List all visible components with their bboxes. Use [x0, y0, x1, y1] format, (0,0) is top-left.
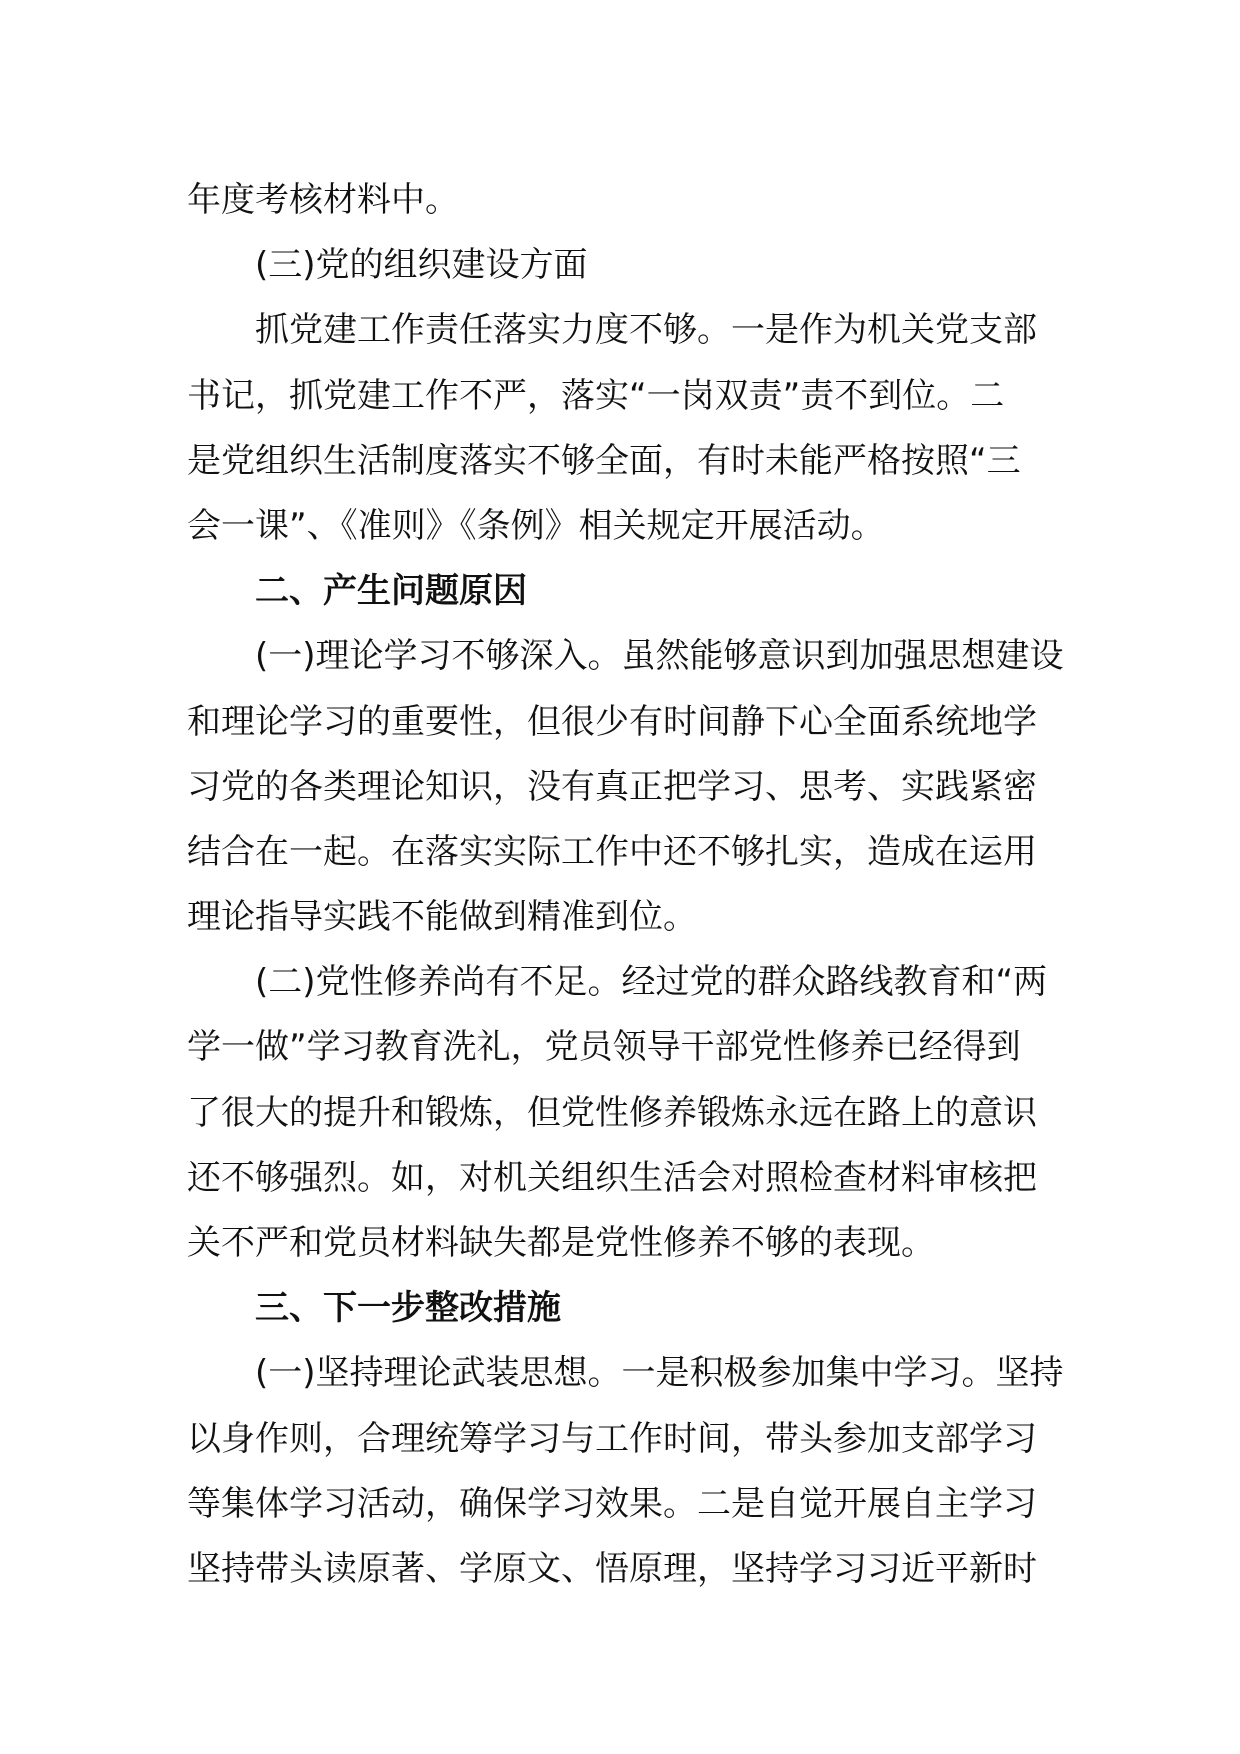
paragraph-line: 坚持带头读原著、学原文、悟原理，坚持学习习近平新时 — [187, 1548, 1037, 1589]
paragraph-line: 学一做”学习教育洗礼，党员领导干部党性修养已经得到 — [187, 1027, 1021, 1068]
subsection-heading: (三)党的组织建设方面 — [255, 245, 588, 286]
paragraph-line: 还不够强烈。如，对机关组织生活会对照检查材料审核把 — [187, 1157, 1037, 1198]
section-heading: 三、下一步整改措施 — [255, 1288, 561, 1329]
paragraph-line: 以身作则，合理统筹学习与工作时间，带头参加支部学习 — [187, 1418, 1037, 1459]
paragraph-line: 等集体学习活动，确保学习效果。二是自觉开展自主学习 — [187, 1483, 1037, 1524]
paragraph-line: 关不严和党员材料缺失都是党性修养不够的表现。 — [187, 1223, 935, 1263]
section-heading: 二、产生问题原因 — [255, 571, 527, 612]
body-text-line: 年度考核材料中。 — [187, 180, 459, 220]
paragraph-line: 是党组织生活制度落实不够全面，有时未能严格按照“三 — [187, 440, 1021, 481]
paragraph-line: 习党的各类理论知识，没有真正把学习、思考、实践紧密 — [187, 766, 1037, 807]
paragraph-line: 抓党建工作责任落实力度不够。一是作为机关党支部 — [255, 310, 1037, 351]
paragraph-line: 和理论学习的重要性，但很少有时间静下心全面系统地学 — [187, 701, 1037, 742]
paragraph-line: 会一课”、《准则》《条例》相关规定开展活动。 — [187, 505, 885, 546]
paragraph-line: 理论指导实践不能做到精准到位。 — [187, 897, 697, 938]
paragraph-line: 了很大的提升和锻炼，但党性修养锻炼永远在路上的意识 — [187, 1092, 1037, 1133]
paragraph-line: (一)坚持理论武装思想。一是积极参加集中学习。坚持 — [255, 1353, 1064, 1394]
paragraph-line: 结合在一起。在落实实际工作中还不够扎实，造成在运用 — [187, 831, 1037, 872]
paragraph-line: (一)理论学习不够深入。虽然能够意识到加强思想建设 — [255, 636, 1064, 677]
paragraph-line: (二)党性修养尚有不足。经过党的群众路线教育和“两 — [255, 962, 1048, 1003]
document-body — [187, 168, 1064, 1602]
paragraph-line: 书记，抓党建工作不严，落实“一岗双责”责不到位。二 — [187, 375, 1005, 416]
